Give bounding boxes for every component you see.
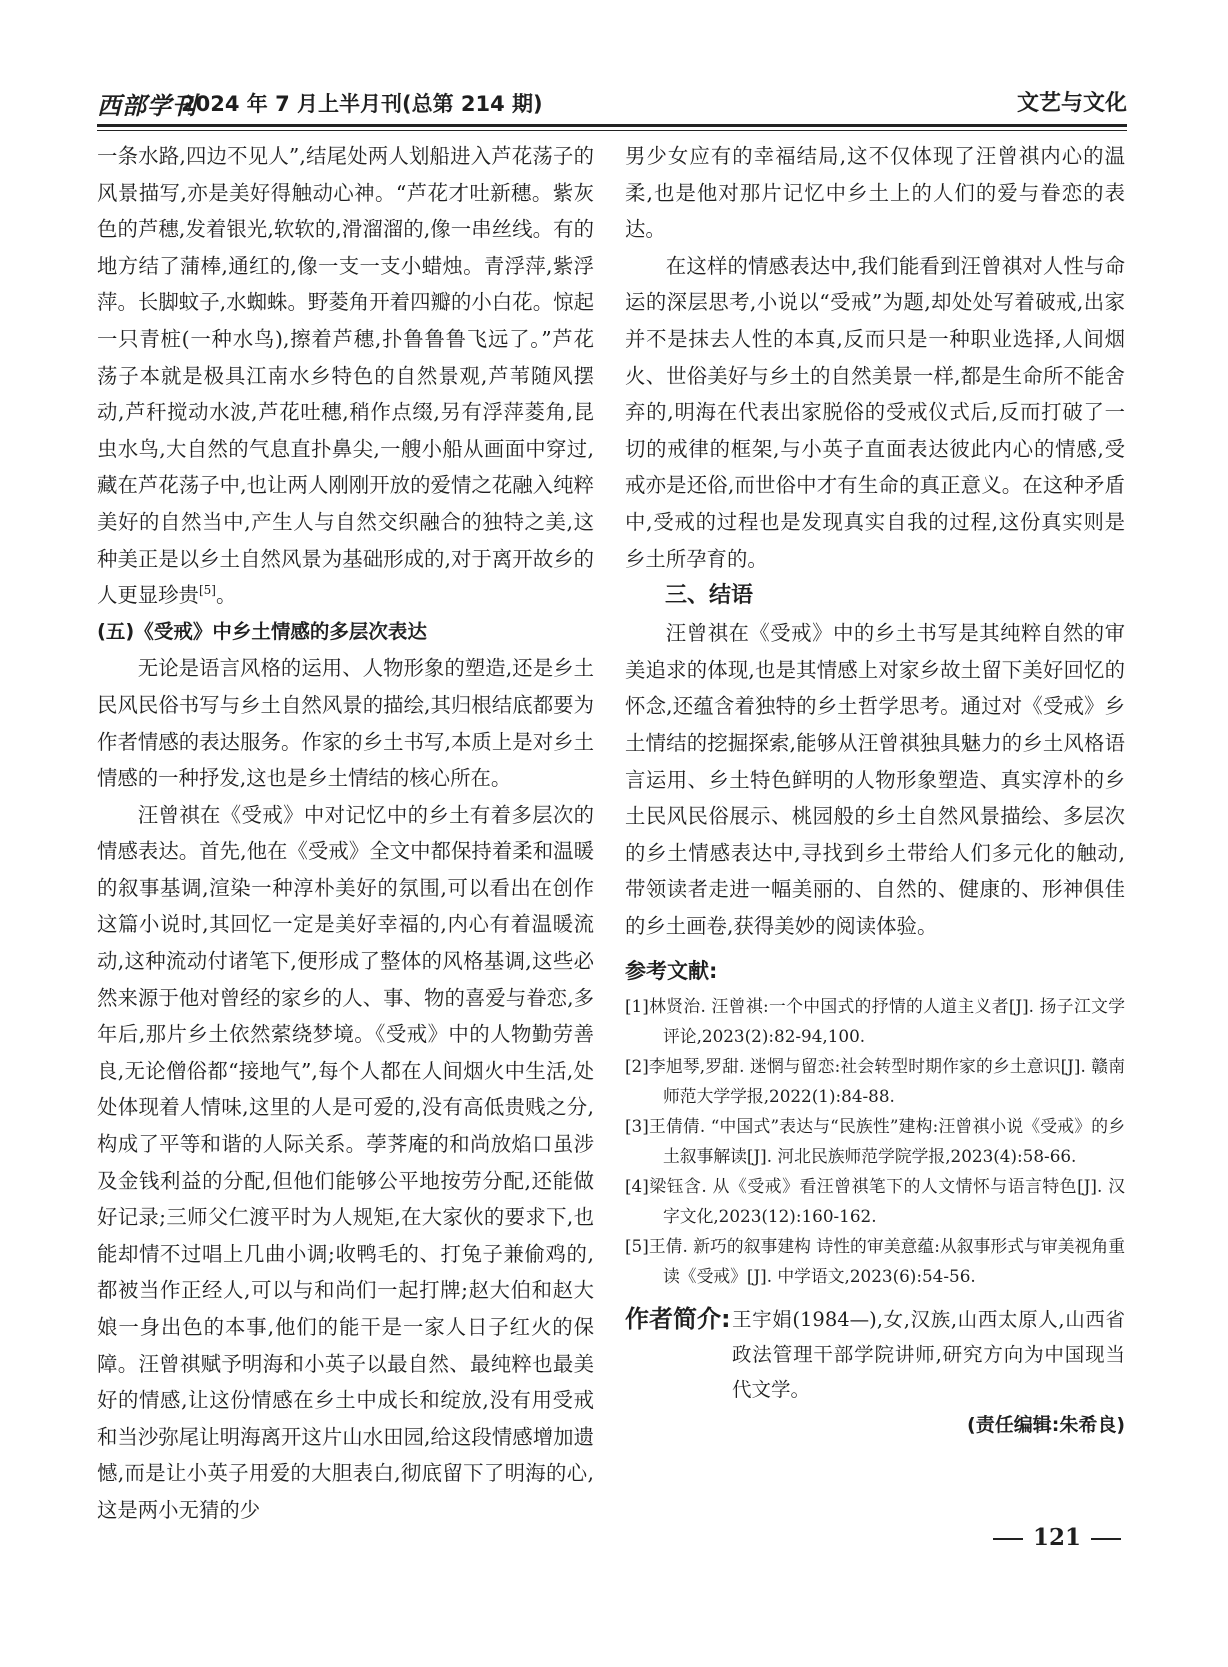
- paragraph-text: 一条水路,四边不见人”,结尾处两人划船进入芦花荡子的风景描写,亦是美好得触动心神。“芦花才吐新穗。紫灰色的芦穗,发着银光,软软的,滑溜溜的,像一串丝线。有的地方结了蒲棒,通红的,像一支一支小蜡烛。青浮萍,紫浮萍。长脚蚊子,水蜘蛛。野菱角开着四瓣的小白花。惊起一只青桩(一种水鸟),擦着芦穗,扑鲁鲁鲁飞远了。”芦花荡子本就是极具江南水乡特色的自然景观,芦苇随风摆动,芦秆搅动水波,芦花吐穗,稍作点缀,另有浮萍菱角,昆虫水鸟,大自然的气息直扑鼻尖,一艘小船从画面中穿过,藏在芦花荡子中,也让两人刚刚开放的爱情之花融入纯粹美好的自然当中,产生人与自然交织融合的独特之美,这种美正是以乡土自然风景为基础形成的,对于离开故乡的人更显珍贵: [97, 144, 594, 608]
- paragraph-conclusion: 汪曾祺在《受戒》中的乡土书写是其纯粹自然的审美追求的体现,也是其情感上对家乡故土留下美好回忆的怀念,还蕴含着独特的乡土哲学思考。通过对《受戒》乡土情结的挖掘探索,能够从汪曾祺独具魅力的乡土风格语言运用、乡土特色鲜明的人物形象塑造、真实淳朴的乡土民风民俗展示、桃园般的乡土自然风景描绘、多层次的乡土情感表达中,寻找到乡土带给人们多元化的触动,带领读者走进一幅美丽的、自然的、健康的、形神俱佳的乡土画卷,获得美妙的阅读体验。: [625, 621, 1125, 938]
- responsible-editor: (责任编辑:朱希良): [967, 1414, 1125, 1436]
- conclusion-heading: 三、结语: [665, 583, 754, 609]
- header-rule-thin: [97, 130, 1127, 131]
- references-title: 参考文献:: [625, 959, 718, 983]
- reference-item: [3]王倩倩. “中国式”表达与“民族性”建构:汪曾祺小说《受戒》的乡土叙事解读[J]. 河北民族师范学院学报,2023(4):58-66.: [625, 1116, 1125, 1166]
- running-header: [97, 80, 1127, 126]
- paragraph-emotion-layers: 汪曾祺在《受戒》中对记忆中的乡土有着多层次的情感表达。首先,他在《受戒》全文中都保持着柔和温暖的叙事基调,渲染一种淳朴美好的氛围,可以看出在创作这篇小说时,其回忆一定是美好幸福的,内心有着温暖流动,这种流动付诸笔下,便形成了整体的风格基调,这些必然来源于他对曾经的家乡的人、事、物的喜爱与眷恋,多年后,那片乡土依然萦绕梦境。《受戒》中的人物勤劳善良,无论僧俗都“接地气”,每个人都在人间烟火中生活,处处体现着人情味,这里的人是可爱的,没有高低贵贱之分,构成了平等和谐的人际关系。荸荠庵的和尚放焰口虽涉及金钱利益的分配,但他们能够公平地按劳分配,还能做好记录;三师父仁渡平时为人规矩,在大家伙的要求下,也能却情不过唱上几曲小调;收鸭毛的、打兔子兼偷鸡的,都被当作正经人,可以与和尚们一起打牌;赵大伯和赵大娘一身出色的本事,他们的能干是一家人日子红火的保障。汪曾祺赋予明海和小英子以最自然、最纯粹也最美好的情感,让这份情感在乡土中成长和绽放,没有用受戒和当沙弥尾让明海离开这片山水田园,给这段情感增加遗憾,而是让小英子用爱的大胆表白,彻底留下了明海的心,这是两小无猜的少: [97, 802, 594, 1522]
- paragraph-human-nature: 在这样的情感表达中,我们能看到汪曾祺对人性与命运的深层思考,小说以“受戒”为题,却处处写着破戒,出家并不是抹去人性的本真,反而只是一种职业选择,人间烟火、世俗美好与乡土的自然美景一样,都是生命所不能舍弃的,明海在代表出家脱俗的受戒仪式后,反而打破了一切的戒律的框架,与小英子直面表达彼此内心的情感,受戒亦是还俗,而世俗中才有生命的真正意义。在这种矛盾中,受戒的过程也是发现真实自我的过程,这份真实则是乡土所孕育的。: [625, 253, 1125, 571]
- dash-left: [993, 1538, 1023, 1540]
- reference-item: [2]李旭琴,罗甜. 迷惘与留恋:社会转型时期作家的乡土意识[J]. 赣南师范大学学报,2022(1):84-88.: [625, 1056, 1125, 1106]
- journal-name: 西部学刊: [97, 91, 197, 120]
- header-rule-thick: [97, 124, 1127, 127]
- subsection-heading: (五)《受戒》中乡土情感的多层次表达: [97, 619, 427, 643]
- section-name: 文艺与文化: [1016, 91, 1127, 116]
- paragraph-continuation: 男少女应有的幸福结局,这不仅体现了汪曾祺内心的温柔,也是他对那片记忆中乡土上的人们的爱与眷恋的表达。: [625, 144, 1125, 242]
- paragraph-end: 。: [215, 583, 237, 608]
- issue-info: 2024 年 7 月上半月刊(总第 214 期): [181, 92, 543, 116]
- right-column: [625, 138, 1125, 944]
- author-text: 王宇娟(1984—),女,汉族,山西太原人,山西省政法管理干部学院讲师,研究方向为中国现当代文学。: [732, 1308, 1125, 1401]
- paragraph-emotion-intro: 无论是语言风格的运用、人物形象的塑造,还是乡土民风民俗书写与乡土自然风景的描绘,其归根结底都要为作者情感的表达服务。作家的乡土书写,本质上是对乡土情感的一种抒发,这也是乡土情结的核心所在。: [97, 656, 594, 791]
- reference-item: [1]林贤治. 汪曾祺:一个中国式的抒情的人道主义者[J]. 扬子江文学评论,2023(2):82-94,100.: [625, 996, 1125, 1046]
- page-number: 121: [1033, 1524, 1082, 1551]
- reference-item: [4]梁钰含. 从《受戒》看汪曾祺笔下的人文情怀与语言特色[J]. 汉字文化,2023(12):160-162.: [625, 1176, 1125, 1226]
- reference-item: [5]王倩. 新巧的叙事建构 诗性的审美意蕴:从叙事形式与审美视角重读《受戒》[J]. 中学语文,2023(6):54-56.: [625, 1236, 1125, 1286]
- author-bio: [625, 1302, 1125, 1407]
- dash-right: [1091, 1538, 1121, 1540]
- citation-mark: [5]: [198, 583, 216, 598]
- page-number-footer: [983, 1524, 1131, 1551]
- paragraph-reed-scenery: [97, 138, 594, 614]
- references-section: [625, 955, 1125, 1291]
- author-label: 作者简介:: [625, 1305, 731, 1333]
- left-column: [97, 138, 594, 1529]
